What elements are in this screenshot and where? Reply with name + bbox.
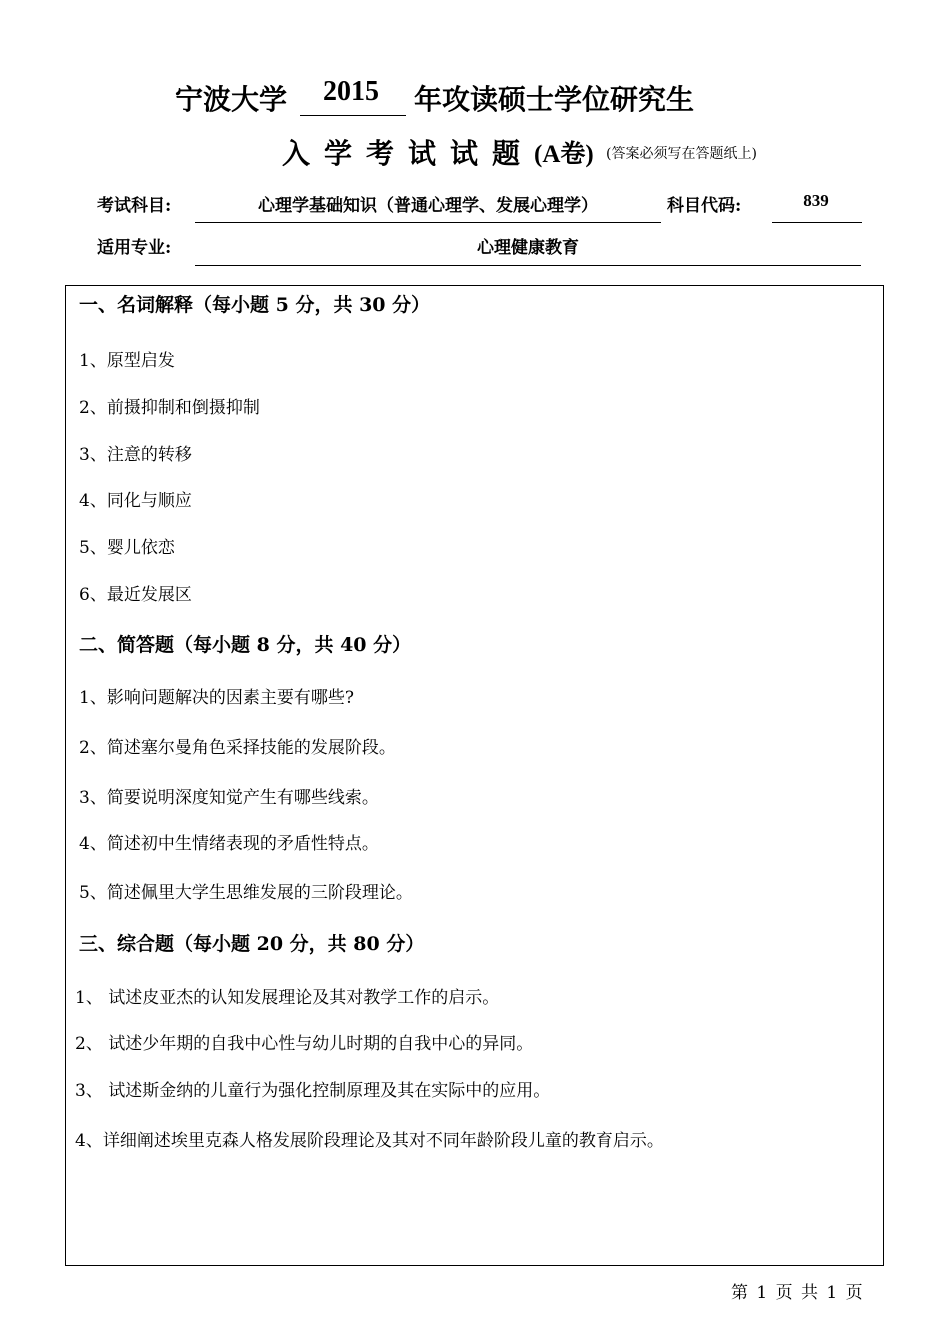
- section-title: 一、名词解释（每小题 5 分，共 30 分）: [79, 294, 431, 316]
- question-item: 5、婴儿依恋: [79, 538, 175, 558]
- question-item: 4、简述初中生情绪表现的矛盾性特点。: [79, 834, 379, 854]
- code-value: 839: [803, 191, 829, 210]
- section-title: 三、综合题（每小题 20 分，共 80 分）: [79, 933, 425, 955]
- question-item: 3、 试述斯金纳的儿童行为强化控制原理及其在实际中的应用。: [75, 1081, 551, 1101]
- code-underline: [772, 222, 862, 223]
- question-item: 4、同化与顺应: [79, 491, 192, 511]
- page-number: 第 1 页 共 1 页: [731, 1283, 863, 1303]
- answer-note: (答案必须写在答题纸上): [606, 146, 757, 162]
- exam-year: 2015: [323, 76, 379, 107]
- university-name: 宁波大学: [175, 83, 288, 116]
- question-item: 6、最近发展区: [79, 585, 192, 605]
- question-item: 2、简述塞尔曼角色采择技能的发展阶段。: [79, 738, 396, 758]
- paper-version: (A卷): [534, 141, 594, 168]
- major-label: 适用专业:: [97, 238, 172, 258]
- question-item: 1、 试述皮亚杰的认知发展理论及其对教学工作的启示。: [75, 988, 500, 1008]
- question-box: [65, 285, 884, 1266]
- exam-title: 入学考试试题: [282, 137, 535, 170]
- subject-underline: [195, 222, 661, 223]
- subject-label: 考试科目:: [97, 196, 172, 216]
- question-item: 1、影响问题解决的因素主要有哪些?: [79, 688, 354, 708]
- question-item: 5、简述佩里大学生思维发展的三阶段理论。: [79, 883, 413, 903]
- major-underline: [195, 265, 861, 266]
- section-title: 二、简答题（每小题 8 分，共 40 分）: [79, 634, 412, 656]
- question-item: 1、原型启发: [79, 351, 175, 371]
- code-label: 科目代码:: [667, 196, 742, 216]
- question-item: 3、注意的转移: [79, 445, 192, 465]
- year-underline: [300, 115, 406, 116]
- question-item: 3、简要说明深度知觉产生有哪些线索。: [79, 788, 379, 808]
- question-item: 2、 试述少年期的自我中心性与幼儿时期的自我中心的异同。: [75, 1034, 534, 1054]
- question-item: 4、详细阐述埃里克森人格发展阶段理论及其对不同年龄阶段儿童的教育启示。: [75, 1131, 664, 1151]
- title-suffix: 年攻读硕士学位研究生: [414, 83, 695, 116]
- subject-value: 心理学基础知识（普通心理学、发展心理学）: [258, 196, 598, 216]
- major-value: 心理健康教育: [477, 238, 579, 258]
- question-item: 2、前摄抑制和倒摄抑制: [79, 398, 260, 418]
